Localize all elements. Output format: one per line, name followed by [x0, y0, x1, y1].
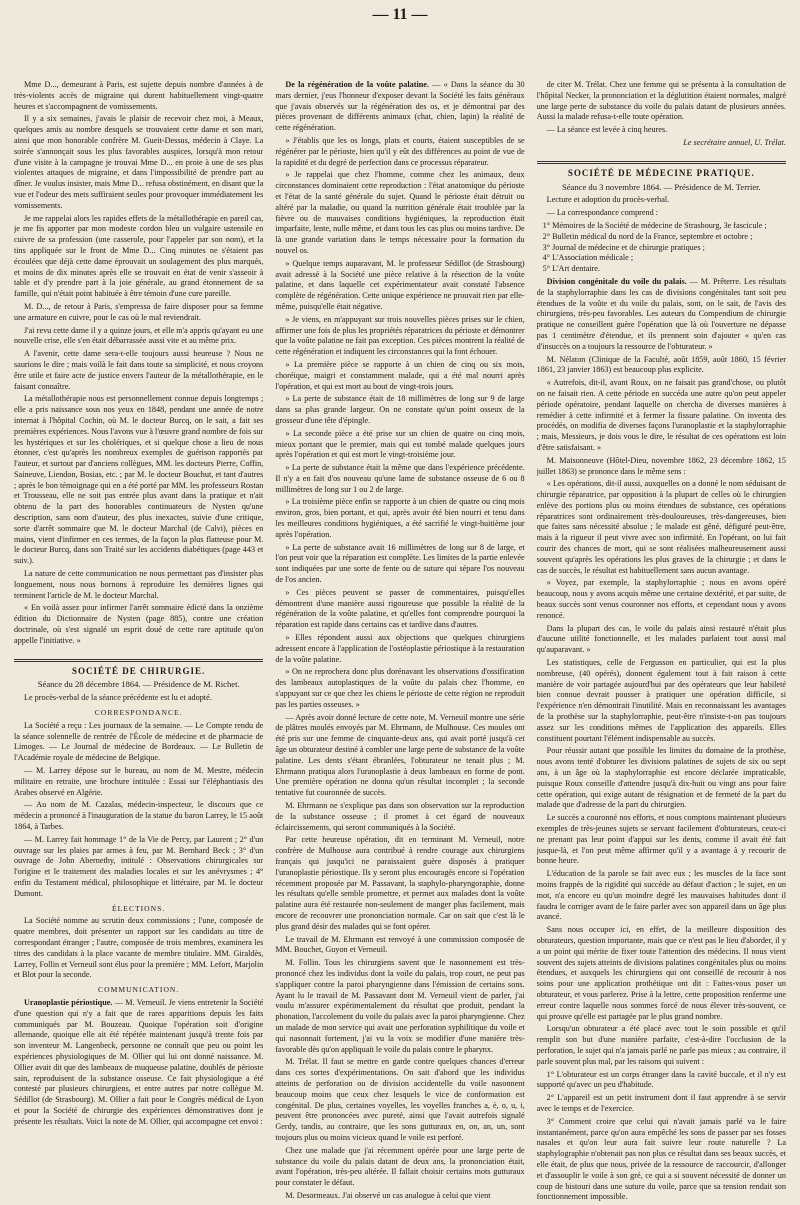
section-divider — [537, 161, 786, 164]
paragraph: 1° L'obturateur est un corps étranger dans la cavité buccale, et il n'y est supporté qu'avec un peu d'habitude. — [536, 1069, 786, 1090]
paragraph: La Société nomme au scrutin deux commissions ; l'une, composée de quatre membres, doit présenter un rapport sur les candidats au titre de correspondant étranger ; l'autre, composée de trois membres, examinera les titres des candidats à la place vacante de membre titulaire. MM. Giraldès, Larrey, Follin et Verneuil sont élus pour la première ; MM. Lefort, Marjolin et Blot pour la seconde. — [14, 916, 264, 980]
paragraph: » Voyez, par exemple, la staphylorraphie ; nous en avons opéré beaucoup, nous y avons acquis même une certaine dextérité, et par suite, de beaux succès sont venus couronner nos efforts, et cependant nous y avons renoncé. — [536, 578, 786, 620]
paragraph: — Après avoir donné lecture de cette note, M. Verneuil montre une série de plâtres moulés envoyés par M. Ehrmann, de Mulhouse. Ces moules ont été pris sur une femme de cinquante-deux ans, qui avait porté jusqu'à cet âge un obturateur destiné à combler une large perte de substance de la voûte palatine. Les dents s'étant ébranlées, l'obturateur ne tenait plus ; M. Ehrmann pratiqua alors l'uranoplastie à deux lambeaux en forme de pont. Une première opération ne donna qu'un résultat incomplet ; la seconde tentative fut couronnée de succès. — [275, 712, 525, 798]
paragraph — [537, 277, 786, 353]
list-item: 2° Bulletin médical du nord de la France, septembre et octobre ; — [542, 231, 753, 241]
paragraph: » Je viens, en m'appuyant sur trois nouvelles pièces prises sur le chien, affirmer une fois de plus les propriétés réparatrices du périoste et démontrer que la voûte palatine ne fait pas exception. Ces pièces montrent la réalité de cette régénération et indiquent les circonstances qui la font échouer. — [275, 314, 525, 357]
paragraph: Dans la plupart des cas, le voile du palais ainsi restauré n'était plus d'aucune utilité fonctionnelle, et les malades parlaient tout aussi mal qu'auparavant. » — [536, 623, 786, 655]
paragraph: La métallothérapie nous est personnellement connue depuis longtemps ; elle a pris naissance sous nos yeux en 1848, pendant une année de notre internat à l'hôpital Cochin, où M. le docteur Burcq, on le sait, a fait ses premières expériences. Nous l'avons vue à l'œuvre grand nombre de fois sur les hystériques et sur les cholériques, et si quelque chose a lieu de nous étonner, c'est qu'après les nombreux exemples de guérison rapportés par l'auteur, et surtout par d'anciens collègues, MM. les docteurs Pierre, Coffin, Saineuve, Liendon, Bosias, etc. ; par M. le docteur Bouchut, et tant d'autres ; après le bon témoignage qui en a été porté par MM. les professeurs Rostan et Trousseau, elle ne soit pas entrée plus avant dans la pratique et n'ait obtenu de la part des honorables continuateurs de Nysten qu'une description, sans nom d'auteur, des plus inexactes, suivie d'une critique, sorte d'arrêt sommaire que M. le docteur Marchal (de Calvi), pièces en mains, vient d'infirmer en ces termes, de la façon la plus flatteuse pour M. le docteur Burcq, dans son Traité sur les accidents diabétiques (page 443 et suiv.). — [14, 394, 264, 566]
paragraph: » Elles répondent aussi aux objections que quelques chirurgiens adressent encore à l'application de l'ostéoplastie périostique à la restauration de la voûte palatine. — [275, 633, 525, 664]
paragraph: « Autrefois, dit-il, avant Roux, on ne faisait pas grand'chose, ou plutôt on ne faisait rien. A cette période en succéda une autre qu'on peut appeler période opératoire, pendant laquelle on chercha de diverses manières à remédier à cette infirmité et à fermer la fissure palatine. On inventa des procédés, on modifia de diverses façons l'uranoplastie et la staphylorraphie ; mais, Messieurs, je dois vous le dire, le résultat de ces opérations est loin d'être satisfaisant. » — [536, 378, 786, 452]
section-divider — [14, 659, 263, 662]
paragraph: Le procès-verbal de la séance précédente est lu et adopté. — [24, 693, 212, 703]
paragraph: — M. Larrey dépose sur le bureau, au nom de M. Mestre, médecin militaire en retraite, une brochure intitulée : Essai sur l'éléphantiasis des Arabes observé en Algérie. — [14, 766, 264, 797]
paragraph: Il y a six semaines, j'avais le plaisir de recevoir chez moi, à Meaux, quelques amis au nombre desquels se trouvaient cette dame et son mari, ainsi que mon honorable confrère M. Gueit-Dessus, médecin à Claye. La soirée s'annonçait sous les plus favorables auspices, lorsqu'à mon retour d'une visite à la campagne je trouvai Mme D... en proie à une de ses plus violentes attaques de migraine, et dans l'impossibilité de prendre part au dîner. Je voulus insister, mais Mme D... refusa obstinément, en disant que la vue et l'odeur des mets suffiraient seules pour provoquer immédiatement les vomissements. — [14, 114, 264, 210]
paragraph: Les statistiques, celle de Fergusson en particulier, qui est la plus nombreuse, (40 opérés), donnent également tout à fait raison à cette manière de voir partagée aujourd'hui par des opérateurs que leur habileté bien connue devrait pousser à pratiquer une opération difficile, si l'expérience n'en démontrait l'inutilité. Mais en reconnaissant les avantages de la prothèse sur la staphylorraphie, peut-être n'insiste-t-on pas toujours assez sur les conditions mêmes de l'application des appareils. Elles constituent pourtant l'élément indispensable au succès. — [536, 658, 786, 743]
paragraph: » La première pièce se rapporte à un chien de cinq ou six mois, choréique, maigri et constamment malade, qui a été mal nourri après l'opération, et qui est mort au bout de vingt-trois jours. — [275, 359, 525, 391]
subsection-heading: COMMUNICATION. — [98, 985, 180, 995]
paragraph: La Société a reçu : Les journaux de la semaine. — Le Compte rendu de la séance solennelle de rentrée de l'École de médecine et de pharmacie de Limoges. — Le Journal de médecine de Bordeaux. — Le Bulletin de l'Académie royale de médecine de Belgique. — [14, 720, 264, 763]
section-title: SOCIÉTÉ DE CHIRURGIE. — [72, 665, 206, 676]
paragraph: Mme D..., demeurant à Paris, est sujette depuis nombre d'années à de très-violents accès de migraine qui durent habituellement vingt-quatre heures et s'accompagnent de vomissements. — [14, 80, 264, 111]
list-item: 5° L'Art dentaire. — [542, 264, 600, 274]
paragraph: Pour réussir autant que possible les limites du domaine de la prothèse, nous avons tenté d'obturer les divisions palatines de sujets de six ou sept ans, à un âge où la staphylorraphie est encore déclarée impraticable, puisque Roux conseille d'attendre jusqu'à dix-huit ou vingt ans pour faire cette opération, qui exige autant de résignation et de fermeté de la part du malade que d'adresse de la part du chirurgien. — [536, 746, 786, 810]
paragraph-lead: De la régénération de la voûte palatine. — [285, 80, 429, 89]
paragraph: M. Follin. Tous les chirurgiens savent que le nasonnement est très-prononcé chez les individus dont la voile du palais, trop court, ne peut pas s'appliquer contre la paroi pharyngienne dans l'émission de certains sons. Ayant lu le travail de M. Passavant dont M. Verneuil vient de parler, j'ai voulu m'assurer expérimentalement du résultat que produit, pendant la phonation, l'accolement du voile du palais avec la paroi pharyngienne. Chez un malade de mon service qui avait une perforation syphilitique du voile et qui nasonnait fortement, j'ai vu la voix se modifier d'une manière très-favorable dès qu'on appliquait le voile du palais contre le pharynx. — [275, 958, 525, 1054]
paragraph: Le succès a couronné nos efforts, et nous comptons maintenant plusieurs exemples de très-jeunes sujets se servant facilement d'obturateurs, ceux-ci ne prenant pas leur point d'appui sur les dents, comme il avait été fait jusque-là, et l'on peut même affirmer qu'il y a avantage à y recourir de bonne heure. — [536, 813, 786, 866]
column-1 — [14, 80, 263, 1205]
paragraph-text: — « Dans la séance du 30 mars dernier, j'eus l'honneur d'exposer devant la Société les faits généraux que j'avais observés sur la régénération des os, et je démontrai par des pièces provenant de différents animaux (chat, chien, lapin) la réalité de cette régénération. — [275, 80, 525, 133]
paragraph: » La perte de substance était la même que dans l'expérience précédente. Il n'y a en fait d'os nouveau qu'une lame de substance osseuse de 6 ou 8 millimètres de long sur 1 ou 2 de large. — [275, 463, 525, 494]
paragraph-lead: Division congénitale du voile du palais. — [546, 276, 687, 286]
paragraph: Je me rappelai alors les rapides effets de la métallothérapie en pareil cas, je me fis apporter par mon modeste cordon bleu un vulgaire ustensile en cuivre de sa profession (une casserole, pour l'appeler par son nom), et la tins appliquée sur le front de Mme D... Cinq minutes ne s'étaient pas écoulées que déjà cette dame éprouvait un soulagement des plus marqués, et moins de dix minutes après elle se trouvait en état de venir s'asseoir à table et d'y prendre part à la joie générale, au grand étonnement de sa famille, qui n'était point habituée à être témoin d'une cure pareille. — [14, 213, 264, 299]
paragraph: M. Nélaton (Clinique de la Faculté, août 1859, août 1860, 15 février 1861, 23 janvier 1863) est beaucoup plus explicite. — [536, 354, 786, 375]
paragraph-lead: Uranoplastie périostique. — [24, 997, 113, 1007]
paragraph: La nature de cette communication ne nous permettant pas d'insister plus longuement, nous nous bornons à reproduire les dernières lignes qui terminent l'article de M. le docteur Marchal. — [14, 569, 264, 600]
paragraph: 3° Comment croire que celui qui n'avait jamais parlé va le faire instantanément, parce qu'on aura empêché les sons de passer par ses fosses nasales et qu'on leur aura fait suivre leur route naturelle ? La staphylographie n'obtenait pas non plus ce résultat dans ses beaux succès, et elle était, de plus que nous, privée de la ressource de raccourcir, d'allonger et d'assouplir le voile à son gré, ce qui a si souvent nécessité de donner un coup de bistouri dans une suture du voile, parce que sa tension rendait son fonctionnement impossible. — [536, 1116, 786, 1202]
section-subtitle: Séance du 3 novembre 1864. — Présidence de M. Terrier. — [561, 181, 761, 192]
list-item: 3° Journal de médecine et de chirurgie pratiques ; — [542, 242, 705, 252]
paragraph: M. Trélat. Il faut se mettre en garde contre quelques chances d'erreur dans ces sortes d'expérimentations. On sait d'abord que les individus atteints de perforation ou de division accidentelle du voile nasonnent beaucoup moins que ceux chez lesquels le vice de conformation est congénital. De plus, certaines voyelles, les voyelles franches a, è, o, u, i, peuvent être prononcées avec pureté, ainsi que l'avait autrefois signalé Gerdy, tandis, au contraire, que les sons gutturaux en, on, an, un, sont toujours plus ou moins vicieux quand le voile est perforé. — [275, 1057, 525, 1142]
paragraph: » La perte de substance avait 16 millimètres de long sur 8 de large, et l'on peut voir que la réparation est complète. Les limites de la partie enlevée sont indiquées par une sorte de fente ou de suture qui sépare l'os nouveau de l'os ancien. — [275, 542, 525, 585]
paragraph: J'ai revu cette dame il y a quinze jours, et elle m'a appris qu'ayant eu une nouvelle crise, elle s'en était débarrassée aussi vite et au même prix. — [14, 325, 264, 346]
paragraph: Le travail de M. Ehrmann est renvoyé à une commission composée de MM. Bouchet, Guyon et Verneuil. — [275, 934, 525, 955]
paragraph: » J'établis que les os longs, plats et courts, étaient susceptibles de se régénérer par le périoste, bien qu'il y eût des différences au point de vue de la rapidité et du degré de perfection dans ce processus réparateur. — [275, 135, 525, 167]
list-item: 4° L'Association médicale ; — [542, 253, 634, 263]
paragraph: Sans nous occuper ici, en effet, de la meilleure disposition des obturateurs, question importante, mais que ce n'est pas le lieu d'aborder, il y a un point qui mérite de fixer toute l'attention des médecins. Il nous vient souvent des sujets atteints de divisions palatines congénitales plus ou moins étendues, et auxquels les chirurgiens qui ont conseillé de recourir à nos soins pour une application prothétique ont dit : Faites-vous poser un obturateur, et vous parlerez. Prise à la lettre, cette proposition renferme une erreur contre laquelle nous sommes forcé de nous élever très-souvent, ce qui prouve qu'elle est partagée par le plus grand nombre. — [536, 925, 786, 1021]
paragraph — [14, 998, 263, 1128]
column-3 — [537, 80, 786, 1205]
paragraph: Lorsqu'un obturateur a été placé avec tout le soin possible et qu'il remplit son but d'une manière parfaite, c'est-à-dire l'occlusion de la perforation, le sujet qui n'a jamais parlé ne parle pas mieux ; au contraire, il parle souvent plus mal, par les raisons qui suivent : — [536, 1024, 786, 1066]
correspondence-list — [537, 221, 786, 275]
paragraph: L'éducation de la parole se fait avec eux ; les muscles de la face sont moins frappés de la rigidité qui succède au défaut d'action ; le sujet, en un mot, n'a encore eu qu'un moindre degré les mauvaises habitudes dont il faudra le corriger avant de le faire parler avec son appareil dans un âge plus avancé. — [536, 869, 786, 922]
subsection-heading: CORRESPONDANCE. — [94, 708, 183, 718]
paragraph: » Je rappelai que chez l'homme, comme chez les animaux, deux circonstances dominaient cette reproduction : l'état anatomique du périoste et l'état de la santé générale du sujet. Quand le périoste était détruit ou altéré par la maladie, ou quand la nutrition générale était troublée par la fièvre ou de mauvaises conditions hygiéniques, la reproduction était imparfaite, lente, nulle même, et dans tous les cas plus ou moins tardive. De là une grande variation dans le temps nécessaire pour la formation du nouvel os. — [275, 170, 525, 255]
section-subtitle: Séance du 28 décembre 1864. — Présidence de M. Richet. — [37, 679, 240, 690]
paragraph: M. D..., de retour à Paris, s'empressa de faire disposer pour sa femme une armature en cuivre, pour le cas où le mal reviendrait. — [14, 301, 264, 322]
paragraph: — Au nom de M. Cazalas, médecin-inspecteur, le discours que ce médecin a prononcé à l'inauguration de la statue du baron Larrey, le 15 août 1864, à Tarbes. — [14, 800, 264, 831]
paragraph: » La seconde pièce a été prise sur un chien de quatre ou cinq mois, mieux portant que le premier, mais qui est tombé malade quelques jours après l'opération et qui est mort le vingt-troisième jour. — [275, 428, 525, 460]
paragraph: » Quelque temps auparavant, M. le professeur Sédillot (de Strasbourg) avait adressé à la Société une pièce relative à la résection de la voûte palatine, et dans laquelle cet expérimentateur avait constaté l'absence complète de régénération. Cette unique expérience ne prouvait rien par elle-même, puisqu'elle était négative. — [275, 258, 525, 311]
paragraph: « En voilà assez pour infirmer l'arrêt sommaire édicté dans la onzième édition du Dictionnaire de Nysten (page 885), contre une création doctrinale, où s'est signalé un esprit doué de cette rare aptitude qu'on appelle l'initiative. » — [14, 603, 264, 645]
signature: Le secrétaire annuel, U. Trélat. — [683, 137, 786, 147]
paragraph: » Ces pièces peuvent se passer de commentaires, puisqu'elles démontrent d'une manière aussi rigoureuse que possible la réalité de la régénération de la voûte palatine, et qu'elles font comprendre pourquoi la réparation est rapide dans certains cas et tardive dans d'autres. — [275, 587, 525, 630]
list-item: 1° Mémoires de la Société de médecine de Strasbourg, 3e fascicule ; — [542, 220, 767, 230]
paragraph: — La séance est levée à cinq heures. — [546, 125, 668, 135]
text-columns — [14, 80, 786, 1205]
paragraph-text: — M. Prêterre. Les résultats de la staphylorraphie dans les cas de divisions congénitales tant soit peu étendues de la voûte et du voile du palais, sont, on le sait, de l'avis des chirurgiens, très-peu favorables. Les auteurs du Compendium de chirurgie pratique ne conseillent guère l'opération que là où l'ouverture ne dépasse pas 1 centimètre d'étendue, et ils prennent soin d'ajouter « qu'en cas d'insuccès on a toujours la ressource de l'obturateur. » — [536, 276, 786, 351]
column-2 — [275, 80, 524, 1205]
section-title: SOCIÉTÉ DE MÉDECINE PRATIQUE. — [567, 167, 755, 178]
paragraph: M. Desormeaux. J'ai observé un cas analogue à celui que vient — [285, 1190, 491, 1200]
paragraph: — M. Larrey fait hommage 1° de la Vie de Percy, par Laurent ; 2° d'un ouvrage sur les plaies par armes à feu, par M. Bernhard Beck ; 3° d'un ouvrage de John Abernethy, intitulé : Observations chirurgicales sur l'origine et le traitement des maladies locales et sur les anévrysmes ; 4° enfin du Testament médical, philosophique et littéraire, par M. le docteur Dumont. — [14, 834, 264, 898]
paragraph: » La troisième pièce enfin se rapporte à un chien de quatre ou cinq mois environ, gros, bien portant, et qui, après avoir été bien nourri et tenu dans les meilleures conditions hygiéniques, a été sacrifié le vingt-huitième jour après l'opération. — [275, 497, 525, 539]
paragraph: A l'avenir, cette dame sera-t-elle toujours aussi heureuse ? Nous ne saurions le dire ; mais voilà le fait dans toute sa simplicité, et nous croyons être utile et faire acte de justice envers l'auteur de la métallothérapie, en le faisant connaître. — [14, 349, 264, 391]
paragraph: de citer M. Trélat. Chez une femme qui se présenta à la consultation de l'hôpital Necker, la prononciation et la déglutition étaient normales, malgré une large perte de substance du voile du palais datant de plusieurs années. Aussi la malade refusa-t-elle toute opération. — [536, 80, 786, 122]
paragraph: Chez une malade que j'ai récemment opérée pour une large perte de substance du voile du palais datant de deux ans, la prononciation était, avant l'opération, très-peu altérée. Il fallait choisir certains mots gutturaux pour constater le défaut. — [275, 1145, 525, 1188]
paragraph: Par cette heureuse opération, dit en terminant M. Verneuil, notre confrère de Mulhouse aura contribué à rendre courage aux chirurgiens français qui jusqu'ici ne paraissaient guère disposés à pratiquer l'uranoplastie périostique. Ils y seront plus encouragés encore si l'opération récemment proposée par M. Passavant, la staphylo-pharyngoraphie, donne les résultats qu'elle semble promettre, et permet aux malades dont la voûte palatine aura été restaurée non-seulement de manger plus facilement, mais encore de recouvrer une prononciation normale. Car on sait que c'est là le plus grand désir des malades qui se font opérer. — [275, 835, 525, 931]
paragraph: Lecture et adoption du procès-verbal. — [546, 195, 670, 205]
subsection-heading: ÉLECTIONS. — [112, 903, 166, 913]
paragraph: M. Maisonneuve (Hôtel-Dieu, novembre 1862, 23 décembre 1862, 15 juillet 1863) se prononce dans le même sens : — [536, 455, 786, 476]
paragraph: 2° L'appareil est un petit instrument dont il faut apprendre à se servir avec le temps et de l'exercice. — [536, 1093, 786, 1113]
paragraph-text: — M. Verneuil. Je viens entretenir la Société d'une question qui n'y a fait que de rares apparitions depuis les faits communiqués par M. Bouzeau. Quoique l'opération soit d'origine allemande, quoique elle ait été répétée maintenant jusqu'à trente fois par son inventeur M. Langenbeck, personne ne connaît que peu ou point les expériences physiologiques de M. Ollier qui lui ont donné naissance. M. Ollier avait dit que des lambeaux de muqueuse palatine, doublés de périoste sain, reproduisent de la substance osseuse. Ce fait physiologique a été contesté par plusieurs chirurgiens, et entre autres par notre collègue M. Sédillot (de Strasbourg). M. Ollier a fait pour le Congrès médical de Lyon et pour la Société de chirurgie des expériences démonstratives dont je présente les résultats. Voici la note de M. Ollier, qui accompagne cet envoi : — [14, 997, 264, 1126]
page-number: — 11 — — [372, 6, 428, 23]
paragraph: » On ne reprochera donc plus dorénavant les observations d'ossification des lambeaux autoplastiques de la voûte du palais chez l'homme, en s'appuyant sur ce que chez les chiens le périoste de cette région ne reproduit pas les parties osseuses. » — [275, 667, 525, 709]
paragraph — [275, 80, 524, 134]
paragraph: » La perte de substance était de 18 millimètres de long sur 9 de large dans sa plus grande largeur. On ne constate qu'un point osseux de la grosseur d'une tête d'épingle. — [275, 394, 525, 425]
paragraph: « Les opérations, dit-il aussi, auxquelles on a donné le nom séduisant de chirurgie réparatrice, par opposition à la plupart de celles où le chirurgien enlève des portions plus ou moins étendues de substance, ces opérations réparatrices sont ordinairement très-douloureuses, très-dangereuses, bien que faites sans nécessité absolue ; le malade est gêné, défiguré peut-être, mais à la rigueur il peut vivre avec son infirmité. En l'opérant, on lui fait courir des chances de mort, qui se sont réalisées malheureusement aussi souvent qu'après les opérations les plus graves de la chirurgie ; et dans le cas de succès, le résultat est habituellement sans aucun avantage. — [536, 479, 786, 575]
paragraph: — La correspondance comprend : — [546, 208, 659, 218]
paragraph: M. Ehrmann ne s'explique pas dans son observation sur la reproduction de la substance osseuse ; il promet à cet égard de nouveaux éclaircissements, qui seront communiqués à la Société. — [275, 801, 525, 832]
